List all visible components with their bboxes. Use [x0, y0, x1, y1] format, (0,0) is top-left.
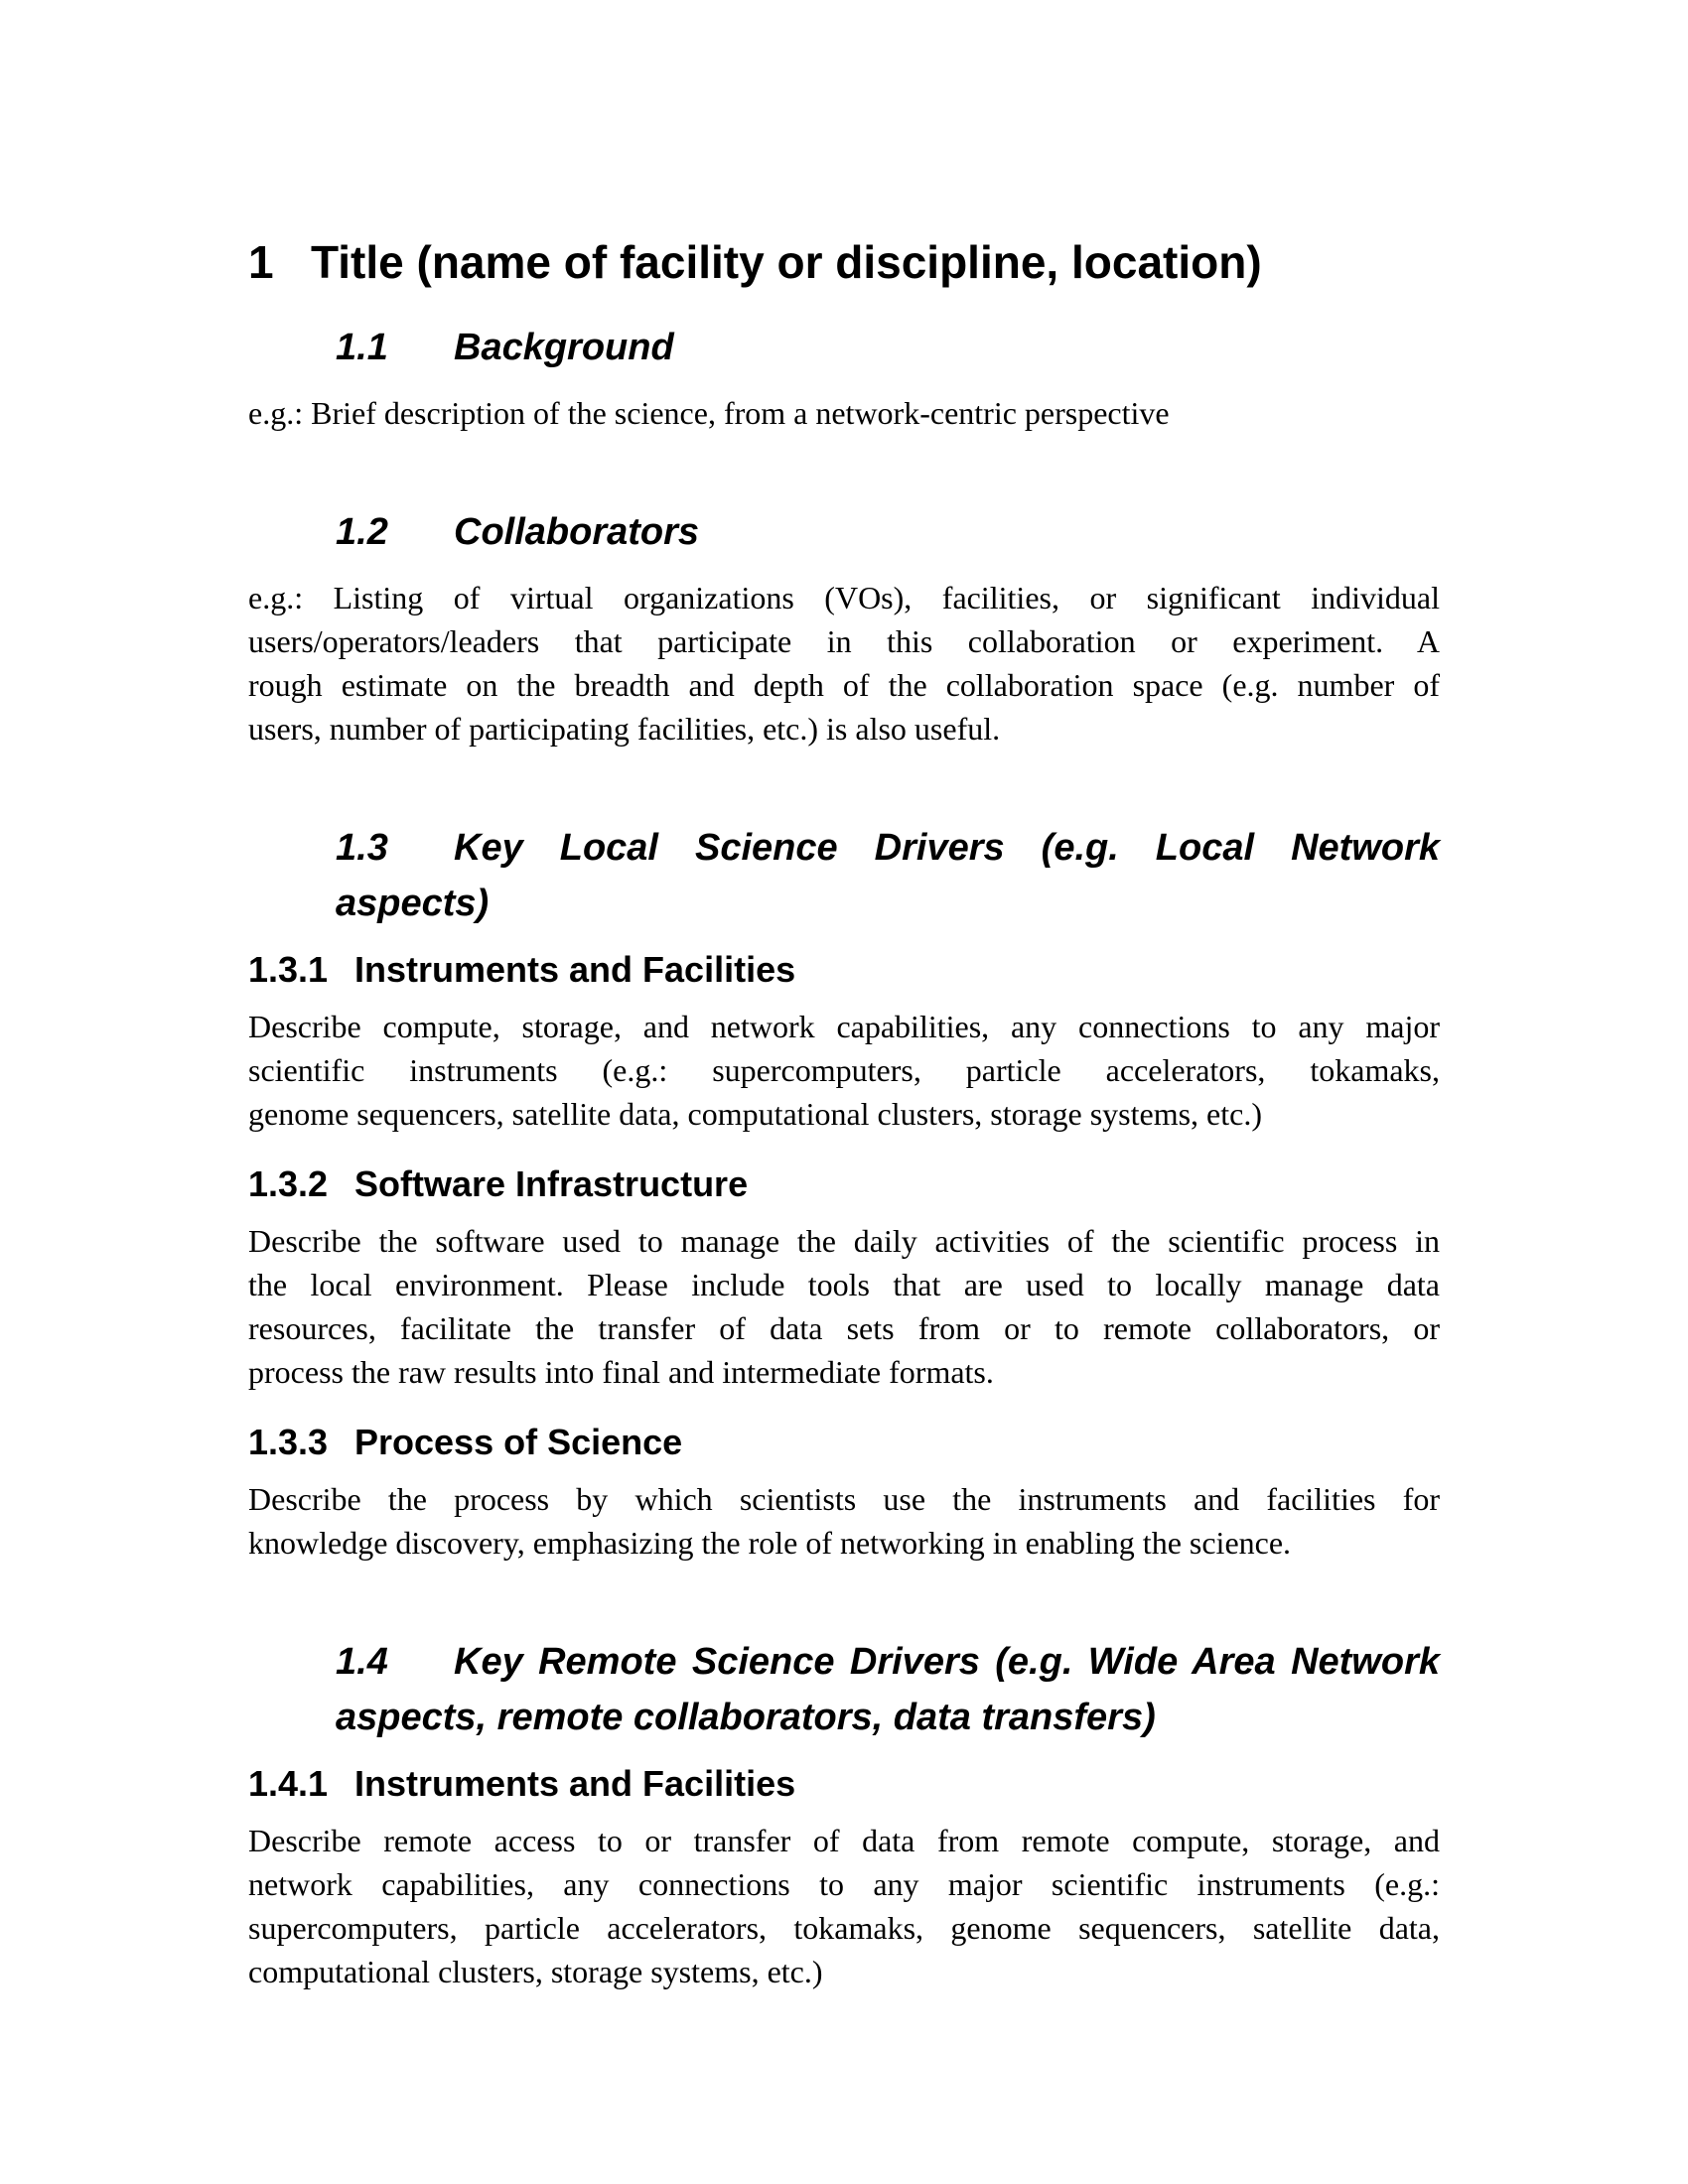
section-1-4-1-instruments-heading	[248, 1761, 1440, 1807]
section-title-text: Instruments and Facilities	[354, 949, 796, 990]
section-title-text: Key Local Science Drivers (e.g. Local Network	[454, 827, 1440, 869]
software-paragraph	[248, 1219, 1440, 1394]
text-line	[336, 504, 1440, 560]
text-line	[248, 234, 1440, 290]
text-line: rough estimate on the breadth and depth of the collaboration space (e.g. number of	[248, 667, 1440, 703]
text-line: process the raw results into final and intermediate formats.	[248, 1354, 994, 1390]
text-line: e.g.: Listing of virtual organizations (VOs), facilities, or significant individual	[248, 580, 1440, 615]
section-title-text: Key Remote Science Drivers (e.g. Wide Area Network	[454, 1641, 1440, 1683]
section-1-3-1-instruments-heading	[248, 947, 1440, 993]
text-line: resources, facilitate the transfer of data sets from or to remote collaborators, or	[248, 1310, 1440, 1346]
section-title-text: Instruments and Facilities	[354, 1763, 796, 1804]
text-line: Describe the process by which scientists use the instruments and facilities for	[248, 1481, 1440, 1517]
text-line	[248, 947, 1440, 993]
text-line	[336, 1634, 1440, 1690]
text-line: genome sequencers, satellite data, computational clusters, storage systems, etc.)	[248, 1096, 1262, 1132]
text-line: knowledge discovery, emphasizing the role of networking in enabling the science.	[248, 1525, 1292, 1561]
section-number: 1	[248, 236, 274, 288]
text-line: Describe compute, storage, and network capabilities, any connections to any major	[248, 1009, 1440, 1044]
section-1-3-3-process-heading	[248, 1420, 1440, 1465]
text-line	[248, 1161, 1440, 1207]
section-title-text: Software Infrastructure	[354, 1163, 749, 1204]
section-1-1-background-heading	[248, 320, 1440, 375]
text-line: supercomputers, particle accelerators, tokamaks, genome sequencers, satellite data,	[248, 1910, 1440, 1946]
section-number: 1.2	[336, 511, 388, 553]
section-title-text: Background	[454, 327, 674, 368]
section-number: 1.4.1	[248, 1763, 329, 1804]
text-line: scientific instruments (e.g.: supercomputers, particle accelerators, tokamaks,	[248, 1052, 1440, 1088]
text-line	[248, 1761, 1440, 1807]
section-1-3-local-drivers-heading	[248, 820, 1440, 931]
text-line: users, number of participating facilities, etc.) is also useful.	[248, 711, 1001, 747]
remote-instruments-paragraph	[248, 1819, 1440, 1993]
background-paragraph	[248, 391, 1440, 435]
section-number: 1.3.1	[248, 949, 329, 990]
section-title-text: Collaborators	[454, 511, 700, 553]
section-title-text: Title (name of facility or discipline, location)	[311, 236, 1262, 288]
text-line	[336, 820, 1440, 876]
text-line: aspects)	[336, 883, 490, 924]
section-title-text: Process of Science	[354, 1422, 683, 1462]
text-line: computational clusters, storage systems, etc.)	[248, 1954, 823, 1989]
section-number: 1.3.2	[248, 1163, 329, 1204]
section-number: 1.3	[336, 827, 388, 869]
section-1-4-remote-drivers-heading	[248, 1634, 1440, 1745]
text-line: aspects, remote collaborators, data transfers)	[336, 1697, 1156, 1738]
section-1-3-2-software-heading	[248, 1161, 1440, 1207]
process-paragraph	[248, 1477, 1440, 1565]
text-line: the local environment. Please include tools that are used to locally manage data	[248, 1267, 1440, 1302]
text-line: network capabilities, any connections to any major scientific instruments (e.g.:	[248, 1866, 1440, 1902]
section-1-title-heading	[248, 234, 1440, 290]
text-line: Describe remote access to or transfer of data from remote compute, storage, and	[248, 1823, 1440, 1858]
text-line: e.g.: Brief description of the science, from a network-centric perspective	[248, 395, 1170, 431]
text-line: users/operators/leaders that participate in this collaboration or experiment. A	[248, 623, 1440, 659]
text-line	[248, 1420, 1440, 1465]
section-1-2-collaborators-heading	[248, 504, 1440, 560]
local-instruments-paragraph	[248, 1005, 1440, 1136]
text-line: Describe the software used to manage the daily activities of the scientific process in	[248, 1223, 1440, 1259]
section-number: 1.4	[336, 1641, 388, 1683]
section-number: 1.3.3	[248, 1422, 329, 1462]
collaborators-paragraph	[248, 576, 1440, 751]
section-number: 1.1	[336, 327, 388, 368]
text-line	[336, 320, 1440, 375]
